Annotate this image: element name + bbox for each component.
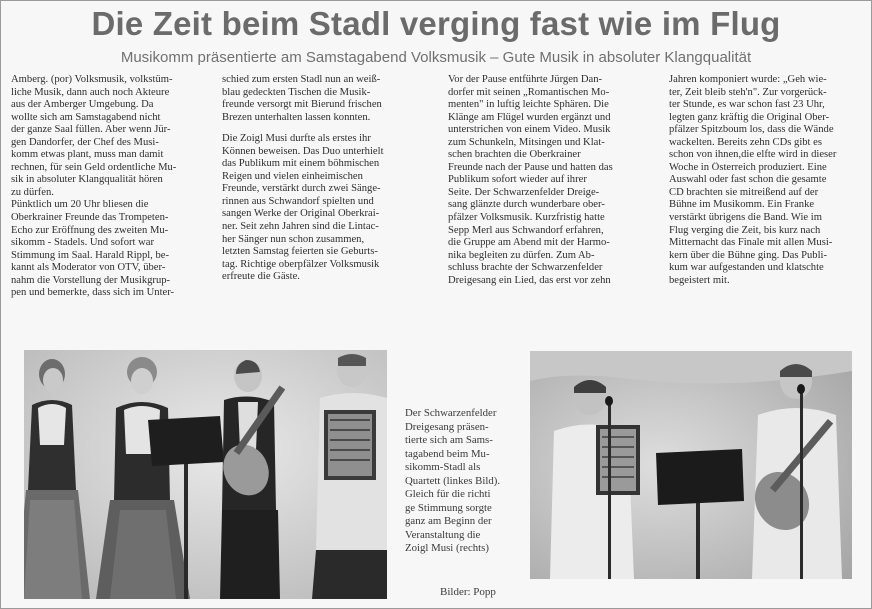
article-text-line: die Gruppe am Abend mit der Harmo- (448, 237, 610, 249)
article-text-line: unterstrichen von einem Video. Musik (448, 124, 611, 136)
article-text-line: Woche in Österreich produziert. Eine (669, 161, 827, 173)
article-text-line: freunde versorgt mit Bierund frischen (222, 99, 382, 111)
article-text-line: wackelten. Bereits zehn CDs gibt es (669, 136, 822, 148)
article-text-line: Dreigesang ein Lied, das erst vor zehn (448, 274, 611, 286)
article-text-line: nika begleiten zu dürfen. Zum Ab- (448, 249, 595, 261)
article-text-line: CD brachten sie mitreißend auf der (669, 186, 819, 198)
article-text-line: Freunde nach der Pause und hatten das (448, 161, 613, 173)
article-column-3 (448, 74, 631, 287)
photo-zoigl-musi (530, 351, 852, 579)
article-text-line: schluss brachte der Schwarzenfelder (448, 262, 603, 274)
article-text-line: Oberkrainer Freunde das Trompeten- (11, 212, 169, 224)
article-text-line: pfälzer Volksmusik. Kurzfristig hatte (448, 212, 605, 224)
article-text-line: Brezen unterhalten lassen konnten. (222, 111, 371, 123)
article-text-line: aus der Amberger Umgebung. Da (11, 99, 154, 111)
article-text-line: Auswahl oder fast schon die gesamte (669, 174, 827, 186)
article-text-line: legten ganz kräftig die Original Ober- (669, 111, 830, 123)
article-text-line: pfälzer Spitzboum los, dass die Wände (669, 124, 834, 136)
article-text-line: her Sänger nun schon zusammen, (222, 233, 365, 245)
article-text-line: kannt als Moderator von OTV, über- (11, 262, 166, 274)
article-text-line: Seite. Der Schwarzenfelder Dreige- (448, 186, 600, 198)
article-text-line: tag. Richtige oberpfälzer Volksmusik (222, 258, 380, 270)
article-text-line: Amberg. (por) Volksmusik, volkstüm- (11, 74, 173, 85)
subheadline: Musikomm präsentierte am Samstagabend Volksmusik – Gute Musik in absoluter Klangqualität (120, 49, 752, 66)
article-text-line: ner. Seit zehn Jahren sind die Lintaс- (222, 221, 379, 233)
caption-line: Der Schwarzenfelder (405, 407, 497, 419)
caption-line: Gleich für die richti (405, 488, 491, 500)
article-text-line: Reigen und vielen einheimischen (222, 170, 363, 182)
article-text-line: kum war aufgestanden und klatschte (669, 262, 824, 274)
article-text-line: dorfer mit seinen „Romantischen Mo- (448, 86, 610, 98)
article-text-line: sangen Werke der Original Oberkrai- (222, 208, 380, 220)
article-text-line: sik in absoluter Klangqualität hören (11, 174, 163, 186)
article-text-line: Sepp Merl aus Schwandorf erfahren, (448, 224, 604, 236)
article-text-line: Publikum sofort wieder auf ihrer (448, 174, 587, 186)
article-text-line: nahm die Vorstellung der Musikgrup- (11, 274, 171, 286)
article-text-line: das Publikum mit einem böhmischen (222, 158, 380, 170)
article-text-line: letzten Samstag feierten sie Geburts- (222, 246, 378, 258)
article-text-line: schen brachten die Oberkrainer (448, 149, 581, 161)
article-text-line: pen und bemerkte, dass sich im Unter- (11, 287, 175, 299)
caption-line: Quartett (linkes Bild). (405, 474, 501, 487)
article-text-line: gen Dandorfer, der Chef des Musi- (11, 136, 159, 148)
caption-line: tagabend beim Mu- (405, 447, 490, 460)
article-text-line: Stimmung im Saal. Harald Rippl, be- (11, 249, 170, 261)
article-text-line: zum Schunkeln, Mitsingen und Klat- (448, 136, 605, 148)
photo-caption (405, 407, 520, 556)
article-column-1 (11, 74, 194, 300)
article-text-line: zu dürfen. (11, 186, 54, 198)
caption-line: Dreigesang präsen- (405, 420, 489, 433)
article-text-line: schied zum ersten Stadl nun an weiß- (222, 74, 381, 85)
caption-line: Veranstaltung die (405, 528, 481, 541)
article-text-line: kern über die Bühne ging. Das Publi- (669, 249, 827, 261)
article-text-line: Vor der Pause entführte Jürgen Dan- (448, 74, 603, 85)
article-text-line: Mitternacht das Finale mit allen Musi- (669, 237, 833, 249)
article-text-line: Pünktlich um 20 Uhr bliesen die (11, 199, 149, 211)
article-text-line: menten" in luftig leichte Sphären. Die (448, 99, 609, 111)
article-text-line: liche Musik, dann auch noch Akteure (11, 86, 170, 98)
article-text-line: begeistert mit. (669, 274, 730, 286)
article-text-line: schon von ihnen,die elfte wird in dieser (669, 149, 837, 161)
article-text-line: ter Stunde, es war schon fast 23 Uhr, (669, 99, 825, 111)
article-text-line: rinnen aus Schwandorf spielten und (222, 195, 374, 207)
caption-line: tierte sich am Sams- (405, 434, 493, 446)
caption-line: sikomm-Stadl als (405, 461, 481, 473)
article-text-line: Flug verging die Zeit, bis kurz nach (669, 224, 821, 236)
photo-dreigesang-quartet (24, 350, 387, 599)
article-text-line: Klänge am Flügel wurden ergänzt und (448, 111, 611, 123)
article-column-2 (222, 74, 405, 284)
article-text-line: Können beweisen. Das Duo unterhielt (222, 145, 384, 157)
photo-credit: Bilder: Popp (440, 586, 496, 598)
article-text-line: Echo zur Eröffnung des zweiten Mu- (11, 224, 169, 236)
article-text-line: sang glänzte durch wunderbare ober- (448, 199, 605, 211)
article-column-4 (669, 74, 855, 287)
article-text-line: Die Zoigl Musi durfte als erstes ihr (222, 133, 371, 145)
headline: Die Zeit beim Stadl verging fast wie im Flug (91, 5, 781, 42)
article-text-line: Jahren komponiert wurde: „Geh wie- (669, 74, 827, 85)
article-text-line: blau gedeckten Tischen die Musik- (222, 86, 371, 98)
article-text-line: Freunde, verstärkt durch zwei Sänge- (222, 183, 381, 195)
caption-line: ge Stimmung sorgte (405, 501, 492, 514)
caption-line: ganz am Beginn der (405, 515, 492, 527)
paragraph-break (222, 124, 405, 133)
article-text-line: komm etwas plant, muss man damit (11, 149, 164, 161)
article-text-line: sikomm - Stadels. Und sofort war (11, 237, 155, 249)
caption-line: Zoigl Musi (rechts) (405, 542, 489, 554)
article-text-line: ter, Zeit bleib steh'n". Zur vorgerück- (669, 86, 827, 98)
article-text-line: Bühne im Musikomm. Ein Franke (669, 199, 815, 211)
article-text-line: verstärkt übrigens die Band. Wie im (669, 212, 822, 224)
article-text-line: der ganze Saal füllen. Aber wenn Jür- (11, 124, 171, 136)
article-text-line: rechnen, für sein Geld ordentliche Mu- (11, 161, 177, 173)
article-text-line: wollte sich am Samstagabend nicht (11, 111, 161, 123)
article-text-line: erfreute die Gäste. (222, 271, 300, 283)
